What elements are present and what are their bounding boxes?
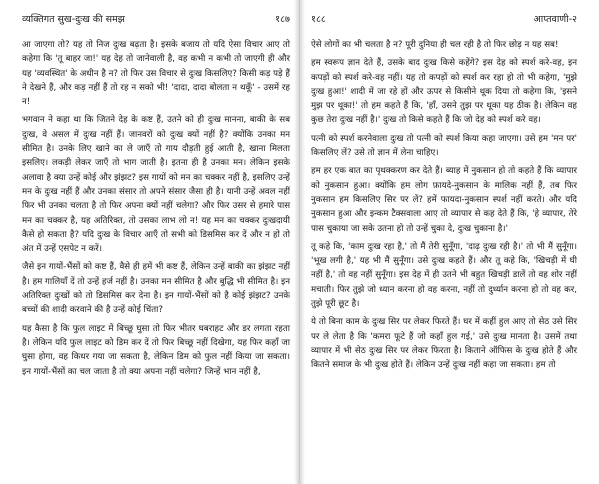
right-paragraph-3: पत्नी को स्पर्श करनेवाला दुःख तो पत्नी को स्पर्श किया कहा जाएगा। उसे हम 'मन पर' किसलिए लें? उसे तो ज्ञान में लेना चाहिए। [311,133,577,159]
right-paragraph-2: हम स्वरूप ज्ञान देते हैं, उसके बाद दुःख किसे कहेंगे? इस देह को स्पर्श करे-वह, इन कपड़ों को स्पर्श करे-वह नहीं। यह तो कपड़ों को स्पर्श कर रहा हो तो भी कहेगा, 'मुझे दुःख हुआ!' शादी में जा रहे हों और ऊपर से किसीने थूक दिया तो कहेगा कि, 'इसने मुझ पर थूका!' तो हम कहते हैं कि, 'हाँ, उसने तुझ पर थूका यह ठीक है। लेकिन वह कुछ तेरा दुःख नहीं है।' दुःख तो किसे कहते हैं कि जो देह को स्पर्श करे वह। [311,58,577,126]
right-paragraph-6: ये तो बिना काम के दुःख सिर पर लेकर फिरते हैं। घर में कहीं हुल आए तो सेठ उसे सिर पर ले लेता है कि 'कमरा फूटे हैं जो कहाँ हुल गई,' उसे दुःख मानता है। उसमें तथा व्यापार में भी सेठ दुःख सिर पर लेकर फिरता है। किताने ऑफिस के दुःख होते हैं और कितने समाज के भी दुःख होते हैं। लेकिन उन्हें दुःख नहीं कहा जा सकता। हम तो [311,317,577,371]
right-paragraph-1: ऐसे लोगों का भी चलता है न? पूरी दुनिया ही चल रही है तो फिर छोड़ न यह सब! [311,40,559,50]
right-paragraph-4: हम हर एक बात का पृथक्करण कर देते हैं। ब्याह में नुकसान हो तो कहते हैं कि व्यापार को नुकसान हुआ। क्योंकि हम लोग फ़ायदे-नुकसान के मालिक नहीं हैं, तब फिर नुकसान हम किसलिए सिर पर लें? हमें फायदा-नुकसान स्पर्श नहीं करते। और यदि नुकसान हुआ और इन्कम टैक्सवाला आए तो व्यापार से कह देते हैं कि, 'हे व्यापार, तेरे पास चुकाया जा सके उतना हो तो उन्हें चुका दे, दुःख चुकाना है।' [311,166,577,234]
right-page [305,0,599,484]
right-running-title: आप्तवाणी-२ [533,14,577,25]
right-paragraph-5: तू कहे कि, 'काम दुःख रहा है,' तो मैं तेरी सुनूँगा, 'दाढ़ दुःख रही है।' तो भी मैं सुनूँगा। 'भूख लगी है,' यह भी मैं सुनूँगा। उसे दुःख कहते हैं। और तू कहे कि, 'खिचड़ी में घी नहीं है,' तो वह नहीं सुनूँगा। इस देह में ही उतने भी बहुत खिचड़ी डालें तो वह शोर नहीं मचाती। फिर तुझे जो ध्यान करना हो वह करना, नहीं तो दुर्ध्यान करना हो तो वह कर, तुझे पूरी छूट है। [311,241,577,310]
left-page-number: १८७ [275,14,290,25]
right-page-header [311,14,577,26]
left-page [0,0,294,484]
left-paragraph-2: भगवान ने कहा था कि जितने देह के कष्ट हैं, उतने को ही दुःख मानना, बाकी के सब दुःख, वे असल में दुःख नहीं हैं। जानवरों को दुःख क्यों नहीं है? क्योंकि उनका मन सीमित है। उनके लिए खाने का ले जाएँ तो गाय दौड़ती हुई आती है, खाना मिलता इसलिए। लकड़ी लेकर जाएँ तो भाग जाती है। इतना ही है उनका मन। लेकिन इसके अलावा है क्या उन्हें कोई और झंझट? इस गायों को मन का चक्कर नहीं है, इसलिए उन्हें मन के दुःख नहीं हैं और उनका संसार तो अपने संसार जैसा ही है। यानी उन्हें अवल नहीं फिर भी उनका चलता है तो फिर अपना क्यों नहीं चलेगा? और फिर उसर से हमारे पास मन का चक्कर है, यह अतिरिक्त, तो उसका लाभ लो न! यह मन का चक्कर दुःखदायी कैसे हो सकता है? यदि दुःख के विचार आएँ तो सभी को डिसमिस कर दें और न हो तो अंत में उन्हें एसपेट न करें। [22,115,290,255]
left-page-header [22,14,290,26]
left-running-title: व्यक्तिगत सुख-दुःख की समझ [22,14,125,25]
right-page-number: १८८ [311,14,326,25]
book-gutter [294,0,305,484]
left-paragraph-1: आ जाएगा तो? यह तो निज दुःख बढ़ता है। इसके बजाय तो यदि ऐसा विचार आए तो कहेगा कि 'तू बाहर जा!' यह देह तो जानेवाली है, वह कभी न कभी तो जाएगी ही और यह 'व्यवस्थित' के अधीन है न? तो फिर उस विचार से दुःख किसलिए? किसी कड़ पड़े हैं ने देखने हैं, और कड़ नहीं हैं तो रह न सको भी! 'दादा, दादा बोलता न थकूँ' - उसमें रह न! [22,40,290,108]
left-paragraph-4: यह कैसा है कि फुल लाइट में बिच्छू घुसा तो फिर भीतर घबराहट और डर लगता रहता है। लेकिन यदि फुल लाइट को डिम कर दें तो फिर बिच्छू नहीं दिखेगा, यह फिर कहाँ जा घुसा होगा, वह किधर गया जा सकता है, लेकिन डिम को फुल नहीं किया जा सकता। इन गायों-भैंसों का चल जाता है तो क्या अपना नहीं चलेगा? जिन्हें भान नहीं है, [22,323,290,377]
left-paragraph-3: जैसे इन गायों-भैंसों को कष्ट हैं, वैसे ही हमें भी कष्ट हैं, लेकिन उन्हें बाकी का झंझट नहीं है। हम गालियाँ दें तो उन्हें हर्ज नहीं है। उनका मन सीमित है और बुद्धि भी सीमित है। इन अतिरिक्त दुःखों को तो डिसमिस कर देना है। इन गायों-भैंसों को है कोई झंझट? उनके बच्चों की शादी करवाने की है उन्हें कोई चिंता? [22,262,290,316]
